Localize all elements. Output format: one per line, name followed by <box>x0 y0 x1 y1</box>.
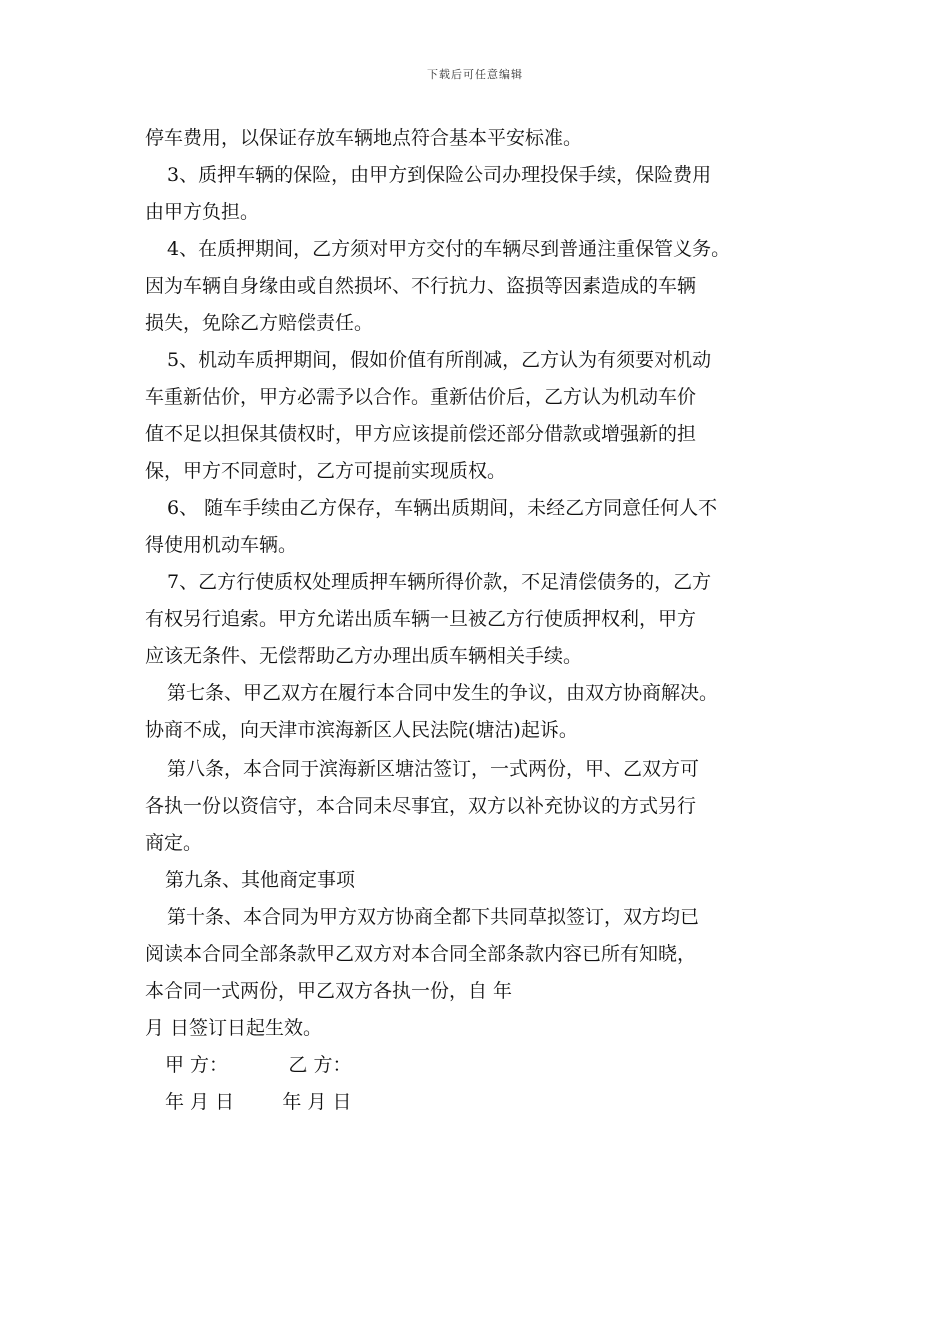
paragraph-line: 得使用机动车辆。 <box>145 534 298 556</box>
paragraph-line: 第七条、甲乙双方在履行本合同中发生的争议，由双方协商解决。 <box>167 682 719 704</box>
paragraph-line: 应该无条件、无偿帮助乙方办理出质车辆相关手续。 <box>145 645 583 667</box>
paragraph-line: 5、机动车质押期间，假如价值有所削减，乙方认为有须要对机动 <box>167 349 712 371</box>
paragraph-line: 本合同一式两份，甲乙双方各执一份，自 年 <box>145 980 513 1002</box>
paragraph-line: 有权另行追索。甲方允诺出质车辆一旦被乙方行使质押权利，甲方 <box>145 608 697 630</box>
paragraph-line: 由甲方负担。 <box>145 201 260 223</box>
paragraph-line: 7、乙方行使质权处理质押车辆所得价款，不足清偿债务的，乙方 <box>167 571 712 593</box>
paragraph-line: 协商不成，向天津市滨海新区人民法院(塘沽)起诉。 <box>145 719 578 741</box>
signature-parties-line: 甲 方： 乙 方： <box>165 1054 352 1076</box>
paragraph-line: 保，甲方不同意时，乙方可提前实现质权。 <box>145 460 507 482</box>
paragraph-line: 损失，免除乙方赔偿责任。 <box>145 312 374 334</box>
paragraph-line: 月 日签订日起生效。 <box>145 1017 323 1039</box>
paragraph-line: 因为车辆自身缘由或自然损坏、不行抗力、盗损等因素造成的车辆 <box>145 275 697 297</box>
paragraph-line: 车重新估价，甲方必需予以合作。重新估价后，乙方认为机动车价 <box>145 386 697 408</box>
paragraph-line: 阅读本合同全部条款甲乙双方对本合同全部条款内容已所有知晓， <box>145 943 697 965</box>
paragraph-line: 各执一份以资信守，本合同未尽事宜，双方以补充协议的方式另行 <box>145 795 697 817</box>
paragraph-line: 6、 随车手续由乙方保存，车辆出质期间，未经乙方同意任何人不 <box>167 497 718 519</box>
page-header: 下载后可任意编辑 <box>427 68 523 81</box>
paragraph-line: 第九条、其他商定事项 <box>165 869 356 891</box>
paragraph-line: 第八条，本合同于滨海新区塘沽签订，一式两份，甲、乙双方可 <box>167 758 700 780</box>
document-body <box>145 120 815 1121</box>
signature-date-line: 年 月 日 年 月 日 <box>165 1091 352 1113</box>
paragraph-line: 商定。 <box>145 832 203 854</box>
paragraph-line: 停车费用，以保证存放车辆地点符合基本平安标准。 <box>145 127 583 149</box>
paragraph-line: 值不足以担保其债权时，甲方应该提前偿还部分借款或增强新的担 <box>145 423 697 445</box>
paragraph-line: 3、质押车辆的保险，由甲方到保险公司办理投保手续，保险费用 <box>167 164 712 186</box>
paragraph-line: 4、在质押期间，乙方须对甲方交付的车辆尽到普通注重保管义务。 <box>167 238 731 260</box>
paragraph-line: 第十条、本合同为甲方双方协商全都下共同草拟签订，双方均已 <box>167 906 700 928</box>
